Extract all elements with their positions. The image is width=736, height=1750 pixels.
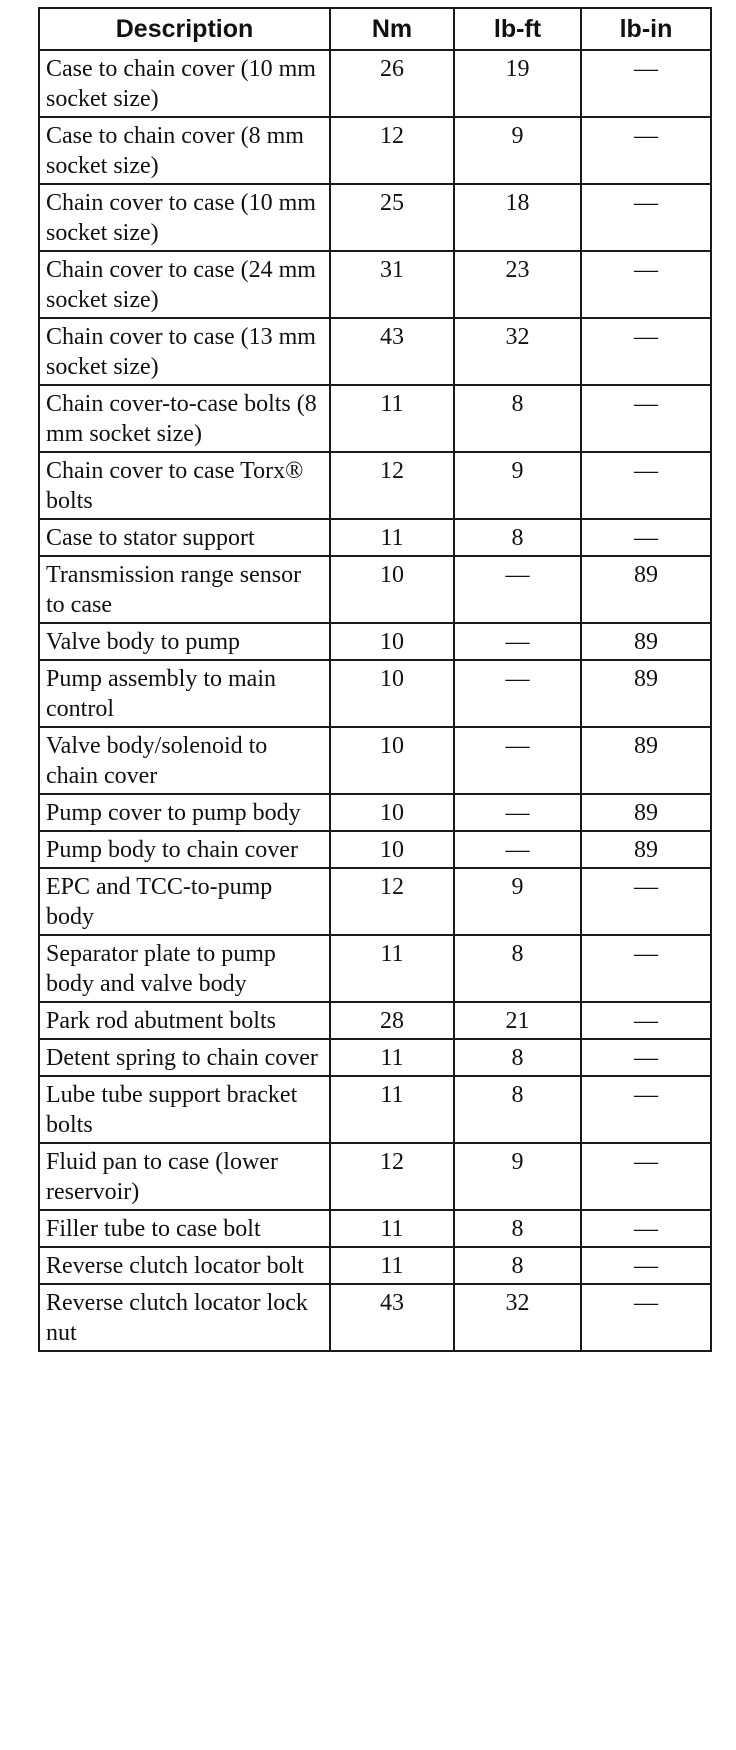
cell-description: EPC and TCC-to-pump body (39, 868, 330, 935)
cell-lb-ft: 8 (454, 1039, 581, 1076)
table-row (39, 868, 711, 935)
cell-lb-ft: — (454, 660, 581, 727)
cell-nm: 10 (330, 660, 454, 727)
cell-description: Reverse clutch locator bolt (39, 1247, 330, 1284)
cell-lb-ft: 8 (454, 1076, 581, 1143)
cell-lb-in: 89 (581, 660, 711, 727)
table-row (39, 50, 711, 117)
cell-description: Pump cover to pump body (39, 794, 330, 831)
cell-lb-ft: — (454, 623, 581, 660)
cell-description: Case to stator support (39, 519, 330, 556)
cell-lb-in: 89 (581, 794, 711, 831)
table-row (39, 935, 711, 1002)
table-row (39, 385, 711, 452)
cell-description: Reverse clutch locator lock nut (39, 1284, 330, 1351)
cell-nm: 12 (330, 117, 454, 184)
cell-description: Chain cover to case (13 mm socket size) (39, 318, 330, 385)
cell-nm: 12 (330, 868, 454, 935)
table-row (39, 1247, 711, 1284)
cell-lb-ft: 9 (454, 452, 581, 519)
cell-description: Transmission range sensor to case (39, 556, 330, 623)
cell-lb-ft: — (454, 831, 581, 868)
cell-nm: 10 (330, 831, 454, 868)
cell-nm: 10 (330, 556, 454, 623)
cell-lb-in: — (581, 50, 711, 117)
table-row (39, 1210, 711, 1247)
cell-nm: 26 (330, 50, 454, 117)
table-row (39, 660, 711, 727)
cell-lb-ft: 32 (454, 1284, 581, 1351)
cell-nm: 11 (330, 1210, 454, 1247)
cell-lb-in: — (581, 184, 711, 251)
cell-lb-in: — (581, 1039, 711, 1076)
cell-nm: 11 (330, 1076, 454, 1143)
cell-lb-ft: 18 (454, 184, 581, 251)
cell-description: Separator plate to pump body and valve body (39, 935, 330, 1002)
table-row (39, 727, 711, 794)
torque-specifications-table (38, 7, 712, 1352)
cell-lb-ft: 21 (454, 1002, 581, 1039)
table-row (39, 318, 711, 385)
cell-lb-ft: 8 (454, 1247, 581, 1284)
cell-nm: 10 (330, 794, 454, 831)
table-row (39, 184, 711, 251)
header-lb-in: lb-in (581, 8, 711, 50)
cell-nm: 11 (330, 385, 454, 452)
cell-description: Fluid pan to case (lower reservoir) (39, 1143, 330, 1210)
cell-lb-ft: — (454, 794, 581, 831)
cell-description: Park rod abutment bolts (39, 1002, 330, 1039)
cell-lb-ft: 32 (454, 318, 581, 385)
table-row (39, 794, 711, 831)
cell-lb-in: 89 (581, 623, 711, 660)
cell-lb-ft: — (454, 556, 581, 623)
cell-lb-in: — (581, 1284, 711, 1351)
cell-description: Valve body to pump (39, 623, 330, 660)
cell-description: Detent spring to chain cover (39, 1039, 330, 1076)
cell-lb-in: 89 (581, 831, 711, 868)
cell-description: Filler tube to case bolt (39, 1210, 330, 1247)
cell-lb-in: — (581, 868, 711, 935)
cell-lb-in: — (581, 251, 711, 318)
cell-description: Pump assembly to main control (39, 660, 330, 727)
cell-lb-in: — (581, 1210, 711, 1247)
cell-lb-in: 89 (581, 727, 711, 794)
cell-description: Chain cover-to-case bolts (8 mm socket size) (39, 385, 330, 452)
cell-lb-ft: 9 (454, 868, 581, 935)
cell-lb-ft: 9 (454, 1143, 581, 1210)
cell-lb-in: — (581, 519, 711, 556)
cell-lb-in: — (581, 1247, 711, 1284)
table-row (39, 623, 711, 660)
cell-description: Chain cover to case (10 mm socket size) (39, 184, 330, 251)
table-row (39, 251, 711, 318)
cell-lb-ft: 8 (454, 385, 581, 452)
table-row (39, 117, 711, 184)
cell-lb-in: — (581, 1002, 711, 1039)
cell-nm: 31 (330, 251, 454, 318)
cell-description: Pump body to chain cover (39, 831, 330, 868)
cell-lb-in: 89 (581, 556, 711, 623)
table-row (39, 519, 711, 556)
cell-description: Case to chain cover (8 mm socket size) (39, 117, 330, 184)
cell-lb-in: — (581, 117, 711, 184)
cell-nm: 43 (330, 318, 454, 385)
cell-nm: 43 (330, 1284, 454, 1351)
cell-lb-in: — (581, 1143, 711, 1210)
cell-nm: 11 (330, 519, 454, 556)
header-description: Description (39, 8, 330, 50)
cell-lb-ft: 8 (454, 935, 581, 1002)
cell-lb-in: — (581, 318, 711, 385)
cell-lb-ft: 9 (454, 117, 581, 184)
header-nm: Nm (330, 8, 454, 50)
cell-description: Valve body/solenoid to chain cover (39, 727, 330, 794)
cell-nm: 11 (330, 935, 454, 1002)
cell-lb-in: — (581, 452, 711, 519)
cell-description: Case to chain cover (10 mm socket size) (39, 50, 330, 117)
cell-lb-in: — (581, 1076, 711, 1143)
cell-lb-in: — (581, 935, 711, 1002)
cell-lb-ft: 8 (454, 519, 581, 556)
cell-lb-ft: 8 (454, 1210, 581, 1247)
cell-nm: 25 (330, 184, 454, 251)
table-row (39, 452, 711, 519)
cell-nm: 10 (330, 727, 454, 794)
cell-lb-ft: — (454, 727, 581, 794)
cell-lb-in: — (581, 385, 711, 452)
table-row (39, 1076, 711, 1143)
table-body (39, 50, 711, 1351)
cell-nm: 28 (330, 1002, 454, 1039)
cell-nm: 12 (330, 1143, 454, 1210)
table-row (39, 1284, 711, 1351)
table-header-row (39, 8, 711, 50)
cell-description: Chain cover to case (24 mm socket size) (39, 251, 330, 318)
cell-nm: 11 (330, 1039, 454, 1076)
table-row (39, 1143, 711, 1210)
cell-description: Lube tube support bracket bolts (39, 1076, 330, 1143)
cell-description: Chain cover to case Torx® bolts (39, 452, 330, 519)
table-row (39, 1002, 711, 1039)
table-row (39, 831, 711, 868)
cell-nm: 11 (330, 1247, 454, 1284)
table-row (39, 556, 711, 623)
cell-nm: 12 (330, 452, 454, 519)
cell-lb-ft: 23 (454, 251, 581, 318)
table-row (39, 1039, 711, 1076)
cell-nm: 10 (330, 623, 454, 660)
cell-lb-ft: 19 (454, 50, 581, 117)
header-lb-ft: lb-ft (454, 8, 581, 50)
